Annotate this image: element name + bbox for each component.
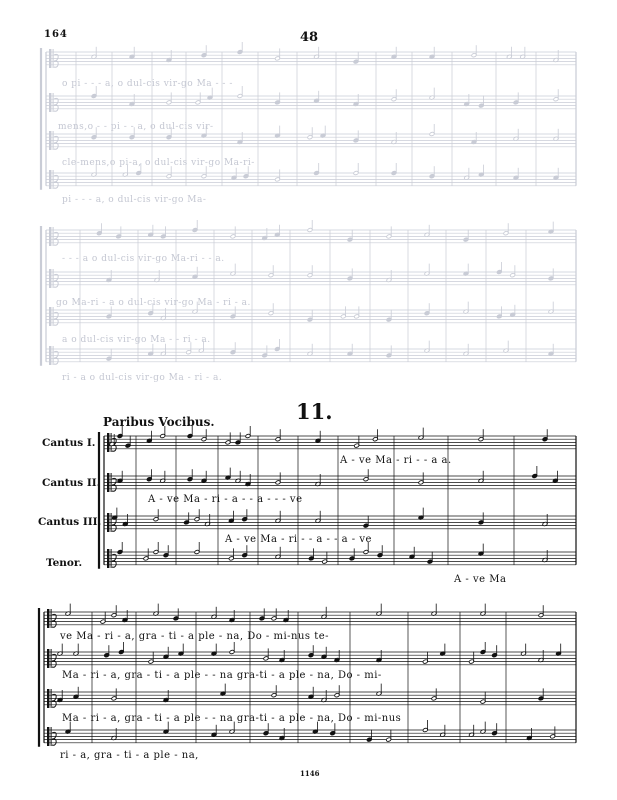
clef-mark bbox=[54, 54, 58, 67]
clef-mark bbox=[54, 351, 58, 364]
lyric-line-cantus-3: Ma - ri - a, gra - ti - a ple - - na gra-ti - a ple - na, Do - mi-nus bbox=[62, 713, 402, 724]
lyric-line-tenor: A - ve Ma bbox=[454, 574, 507, 585]
voice-label-cantus-2: Cantus II. bbox=[42, 477, 101, 489]
clef-mark bbox=[107, 549, 109, 568]
clef-mark bbox=[53, 346, 54, 365]
faded-lyric-line: cle-mens,o pi-a, o dul-cis vir-go Ma-ri- bbox=[62, 158, 255, 168]
clef-mark bbox=[54, 136, 58, 149]
clef-mark bbox=[49, 227, 51, 246]
clef-mark bbox=[54, 232, 58, 245]
lyric-line-cantus-2: Ma - ri - a, gra - ti - a ple - - na gra-ti - a ple - na, Do - mi- bbox=[62, 670, 382, 681]
clef-mark bbox=[53, 131, 54, 150]
faded-lyric-line: o pi - - - a, o dul-cis vir-go Ma - - - bbox=[62, 79, 233, 89]
clef-mark bbox=[53, 170, 54, 189]
clef-mark bbox=[111, 549, 112, 568]
clef-mark bbox=[47, 727, 49, 746]
faded-lyric-line: - - - a o dul-cis vir-go Ma-ri - - a. bbox=[62, 254, 225, 264]
clef-mark bbox=[51, 689, 52, 708]
clef-mark bbox=[107, 473, 109, 492]
lyric-line-cantus-3: A - ve Ma - ri - - a - - a - ve bbox=[225, 534, 372, 545]
clef-mark bbox=[49, 269, 51, 288]
clef-mark bbox=[107, 513, 109, 532]
clef-mark bbox=[53, 93, 54, 112]
clef-mark bbox=[111, 513, 112, 532]
clef-mark bbox=[52, 694, 56, 707]
clef-mark bbox=[49, 346, 51, 365]
clef-mark bbox=[49, 131, 51, 150]
clef-mark bbox=[111, 473, 112, 492]
clef-mark bbox=[49, 49, 51, 68]
clef-mark bbox=[49, 170, 51, 189]
clef-mark bbox=[112, 518, 116, 531]
faded-lyric-line: pi - - - a, o dul-cis vir-go Ma- bbox=[62, 195, 207, 205]
page-number: 48 bbox=[300, 30, 319, 45]
clef-mark bbox=[51, 609, 52, 628]
clef-mark bbox=[49, 93, 51, 112]
clef-mark bbox=[112, 554, 116, 567]
faded-lyric-line: ri - a o dul-cis vir-go Ma - ri - a. bbox=[62, 373, 223, 383]
lyric-line-cantus-1: A - ve Ma - ri - - a a. bbox=[340, 455, 452, 466]
lyric-line-cantus-1: ve Ma - ri - a, gra - ti - a ple - na, Do - mi-nus te- bbox=[60, 631, 330, 642]
plate-number: 1146 bbox=[300, 769, 320, 778]
lyric-line-cantus-2: A - ve Ma - ri - a - - a - - - ve bbox=[148, 494, 303, 505]
clef-mark bbox=[52, 654, 56, 667]
clef-mark bbox=[53, 269, 54, 288]
clef-mark bbox=[47, 689, 49, 708]
clef-mark bbox=[54, 274, 58, 287]
piece-number: 11. bbox=[296, 399, 333, 424]
voice-label-cantus-3: Cantus III. bbox=[38, 516, 102, 528]
clef-mark bbox=[51, 727, 52, 746]
clef-mark bbox=[47, 609, 49, 628]
clef-mark bbox=[53, 49, 54, 68]
clef-mark bbox=[54, 175, 58, 188]
page-reference: 164 bbox=[44, 29, 68, 40]
faded-lyric-line: a o dul-cis vir-go Ma - - ri - a. bbox=[62, 335, 211, 345]
faded-lyric-line: mens,o - - pi - - a, o dul-cis vir- bbox=[58, 122, 214, 132]
clef-mark bbox=[52, 614, 56, 627]
faded-lyric-line: go Ma-ri - a o dul-cis vir-go Ma - ri - a. bbox=[56, 298, 251, 308]
voice-label-cantus-1: Cantus I. bbox=[42, 437, 96, 449]
clef-mark bbox=[47, 649, 49, 668]
lyric-line-tenor: ri - a, gra - ti - a ple - na, bbox=[60, 750, 199, 761]
clef-mark bbox=[52, 732, 56, 745]
clef-mark bbox=[53, 227, 54, 246]
voice-label-tenor: Tenor. bbox=[46, 557, 83, 569]
clef-mark bbox=[54, 98, 58, 111]
clef-mark bbox=[53, 307, 54, 326]
clef-mark bbox=[107, 433, 109, 452]
tempo-marking: Paribus Vocibus. bbox=[103, 415, 215, 429]
clef-mark bbox=[51, 649, 52, 668]
clef-mark bbox=[54, 312, 58, 325]
clef-mark bbox=[49, 307, 51, 326]
clef-mark bbox=[112, 478, 116, 491]
